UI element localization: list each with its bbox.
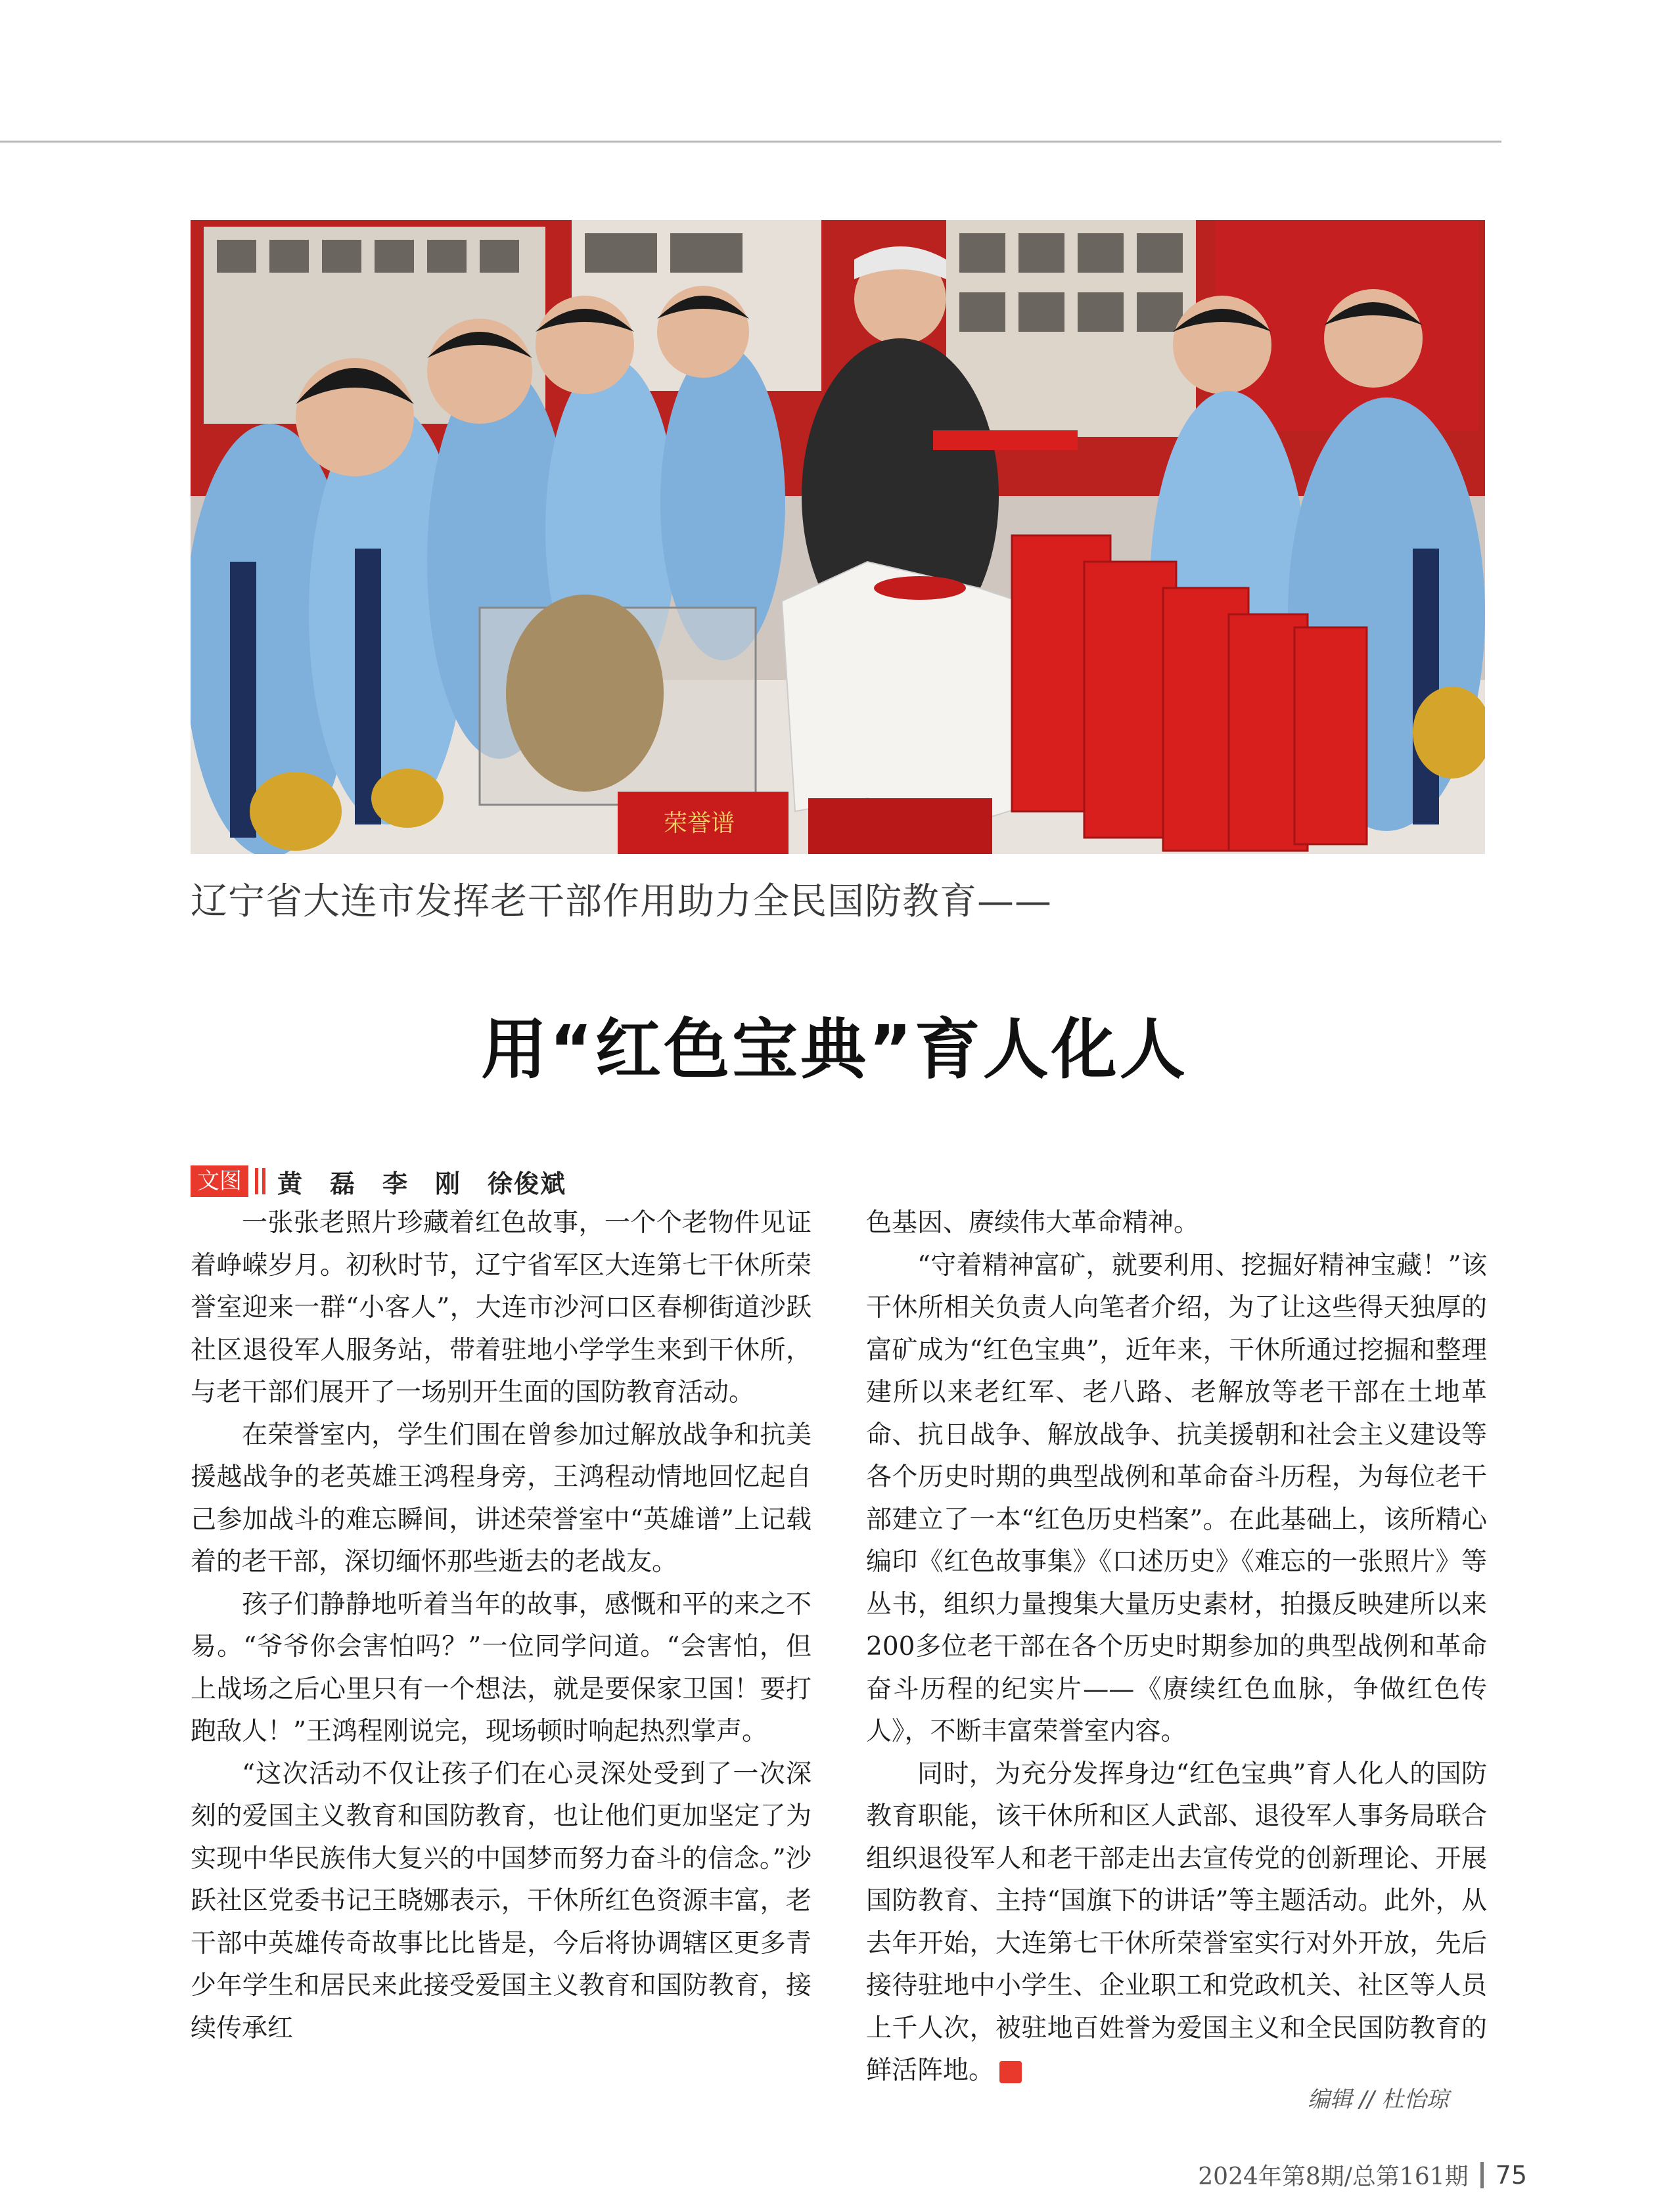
page-number: 75 [1495,2160,1527,2190]
article-column-right [866,1202,1487,2092]
article-paragraph: 孩子们静静地听着当年的故事，感慨和平的来之不易。“爷爷你会害怕吗？”一位同学问道。“会害怕，但上战场之后心里只有一个想法，就是要保家卫国！要打跑敌人！”王鸿程刚说完，现场顿时响起热烈掌声。 [191,1589,812,1746]
article-paragraph: 在荣誉室内，学生们围在曾参加过解放战争和抗美援越战争的老英雄王鸿程身旁，王鸿程动情地回忆起自己参加战斗的难忘瞬间，讲述荣誉室中“英雄谱”上记载着的老干部，深切缅怀那些逝去的老战友。 [191,1420,812,1577]
page-footer [1198,2158,1527,2192]
article-paragraph-text: 同时，为充分发挥身边“红色宝典”育人化人的国防教育职能，该干休所和区人武部、退役军人事务局联合组织退役军人和老干部走出去宣传党的创新理论、开展国防教育、主持“国旗下的讲话”等主题活动。此外，从去年开始，大连第七干休所荣誉室实行对外开放，先后接待驻地中小学生、企业职工和党政机关、社区等人员上千人次，被驻地百姓誉为爱国主义和全民国防教育的鲜活阵地。 [866,1759,1487,2085]
article-paragraph [866,1753,1487,2092]
photo-sign: 荣誉谱 [664,810,735,837]
byline-divider [262,1168,265,1194]
article-column-left [191,1202,812,2050]
article-paragraph: “守着精神富矿，就要利用、挖掘好精神宝藏！”该干休所相关负责人向笔者介绍，为了让这些得天独厚的富矿成为“红色宝典”，近年来，干休所通过挖掘和整理建所以来老红军、老八路、老解放等老干部在土地革命、抗日战争、解放战争、抗美援朝和社会主义建设等各个历史时期的典型战例和革命奋斗历程，为每位老干部建立了一本“红色历史档案”。在此基础上，该所精心编印《红色故事集》《口述历史》《难忘的一张照片》等丛书，组织力量搜集大量历史素材，拍摄反映建所以来200多位老干部在各个历史时期参加的典型战例和革命奋斗历程的纪实片——《赓续红色血脉，争做红色传人》，不断丰富荣誉室内容。 [866,1250,1487,1746]
header-rule [0,141,1501,143]
article-subtitle: 辽宁省大连市发挥老干部作用助力全民国防教育—— [191,880,1052,923]
end-mark-icon: G [999,2061,1022,2083]
byline-divider [255,1168,258,1194]
article-paragraph: “这次活动不仅让孩子们在心灵深处受到了一次深刻的爱国主义教育和国防教育，也让他们更加坚定了为实现中华民族伟大复兴的中国梦而努力奋斗的信念。”沙跃社区党委书记王晓娜表示，干休所红色资源丰富，老干部中英雄传奇故事比比皆是，今后将协调辖区更多青少年学生和居民来此接受爱国主义教育和国防教育，接续传承红 [191,1759,812,2043]
article-paragraph-continuation: 色基因、赓续伟大革命精神。 [866,1208,1200,1238]
photo-illustration [191,220,1485,854]
byline [191,1163,566,1200]
issue-info: 2024年第8期/总第161期 [1198,2163,1469,2190]
footer-divider [1480,2162,1484,2188]
article-title: 用“红色宝典”育人化人 [481,1011,1188,1088]
article-paragraph: 一张张老照片珍藏着红色故事，一个个老物件见证着峥嵘岁月。初秋时节，辽宁省军区大连第七干休所荣誉室迎来一群“小客人”，大连市沙河口区春柳街道沙跃社区退役军人服务站，带着驻地小学学生来到干休所，与老干部们展开了一场别开生面的国防教育活动。 [191,1208,812,1407]
byline-authors: 黄 磊 李 刚 徐俊斌 [277,1169,567,1198]
editor-credit: 编辑 // 杜怡琼 [1308,2087,1449,2113]
article-photo [191,220,1485,854]
byline-tag: 文图 [191,1165,248,1197]
